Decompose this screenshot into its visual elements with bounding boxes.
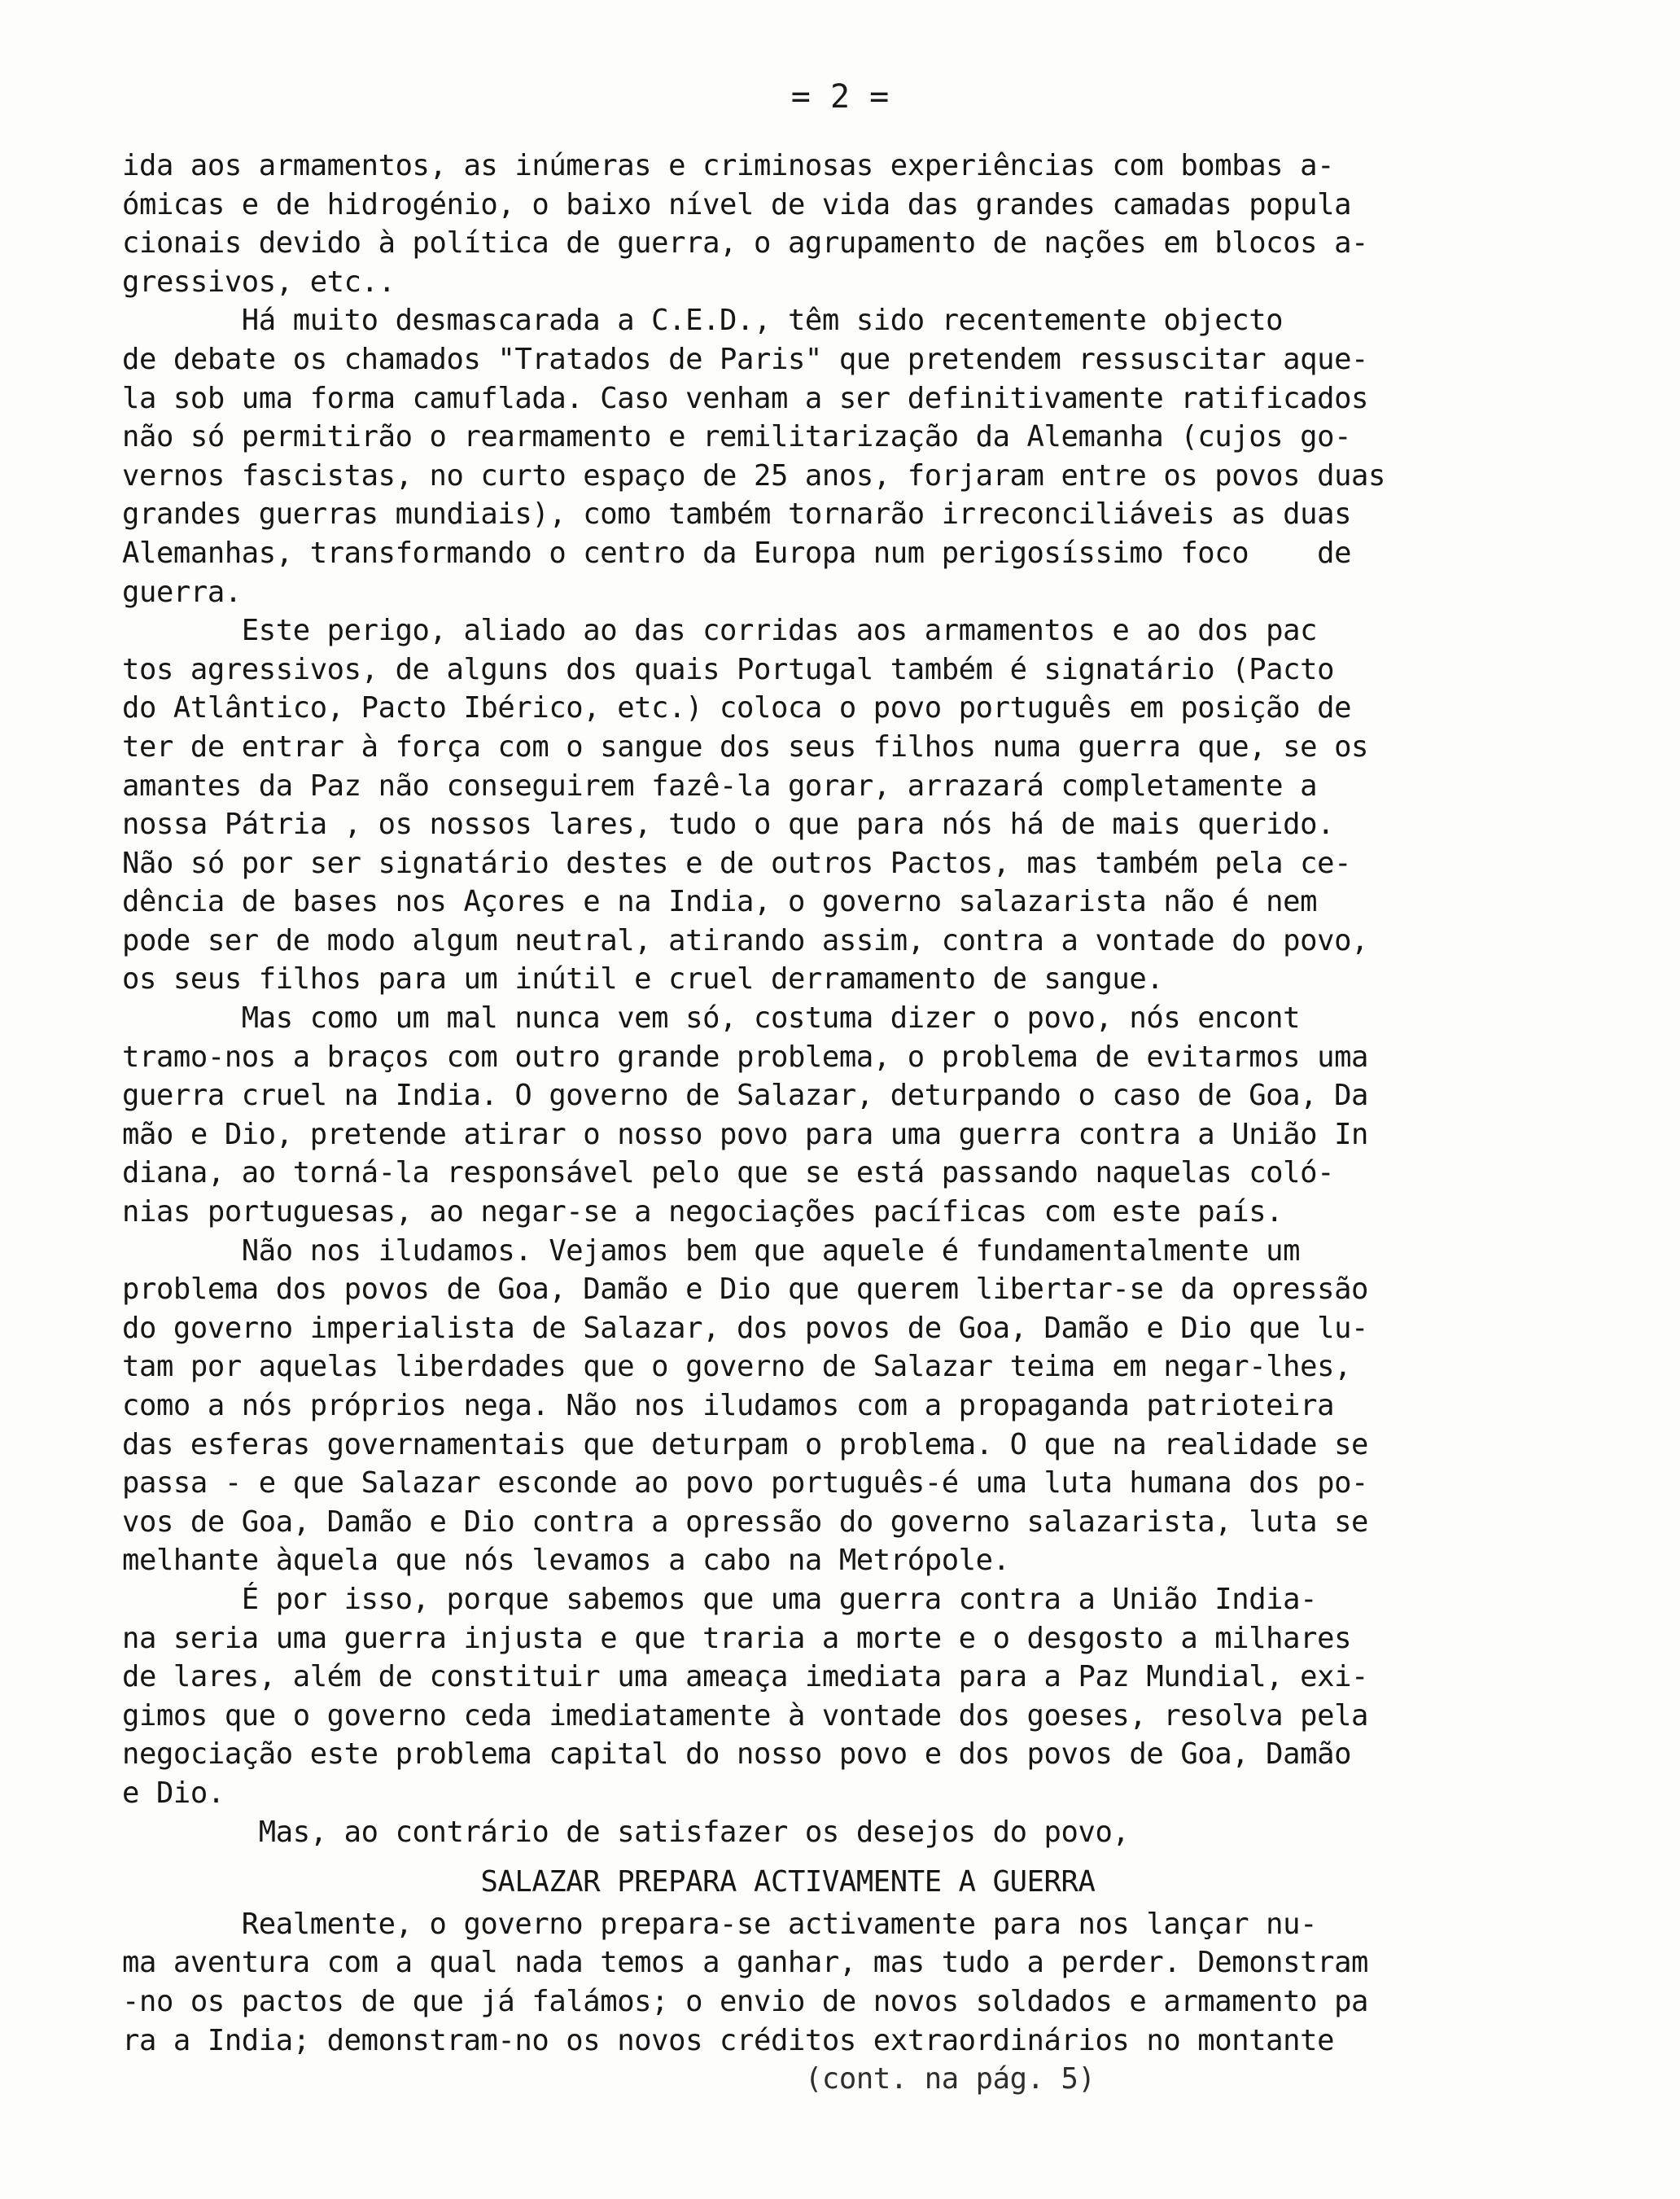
continuation-text: (cont. na pág. 5) [804,2062,1096,2096]
section-heading-text: SALAZAR PREPARA ACTIVAMENTE A GUERRA [480,1865,1096,1899]
text-line: tam por aquelas liberdades que o governo de Salazar teima em negar-lhes, [122,1350,1352,1384]
text-line: Mas, ao contrário de satisfazer os desejos do povo, [122,1815,1130,1849]
text-line: Alemanhas, transformando o centro da Europa num perigosíssimo foco de [122,536,1352,570]
text-line: ida aos armamentos, as inúmeras e criminosas experiências com bombas a- [122,149,1335,182]
text-line: diana, ao torná-la responsável pelo que se está passando naquelas coló- [122,1156,1335,1190]
text-line: Mas como um mal nunca vem só, costuma dizer o povo, nós encont [122,1001,1301,1036]
text-line: pode ser de modo algum neutral, atirando assim, contra a vontade do povo, [122,923,1369,957]
text-line: do governo imperialista de Salazar, dos povos de Goa, Damão e Dio que lu- [122,1311,1369,1345]
text-line: mão e Dio, pretende atirar o nosso povo para uma guerra contra a União In [122,1117,1369,1151]
text-line: Não só por ser signatário destes e de outros Pactos, mas também pela ce- [122,846,1352,880]
text-line: ter de entrar à força com o sangue dos seus filhos numa guerra que, se os [122,729,1369,764]
text-line: nias portuguesas, ao negar-se a negociações pacíficas com este país. [122,1195,1284,1229]
text-line: de lares, além de constituir uma ameaça imediata para a Paz Mundial, exi- [122,1660,1369,1694]
text-line: la sob uma forma camuflada. Caso venham a ser definitivamente ratificados [122,381,1369,415]
text-line: nossa Pátria , os nossos lares, tudo o que para nós há de mais querido. [122,808,1335,842]
text-line: gimos que o governo ceda imediatamente à vontade dos goeses, resolva pela [122,1698,1369,1732]
body-text [122,147,1587,2099]
text-line: cionais devido à política de guerra, o agrupamento de nações em blocos a- [122,226,1369,261]
text-line: guerra cruel na India. O governo de Salazar, deturpando o caso de Goa, Da [122,1079,1369,1113]
text-line: Este perigo, aliado ao das corridas aos armamentos e ao dos pac [122,614,1318,648]
text-line: ra a India; demonstram-no os novos créditos extraordinários no montante [122,2023,1335,2057]
text-line: das esferas governamentais que deturpam o problema. O que na realidade se [122,1427,1369,1461]
continuation-note [122,2060,1587,2099]
text-line: Realmente, o governo prepara-se activamente para nos lançar nu- [122,1907,1318,1941]
text-line: gressivos, etc.. [122,265,396,299]
text-line: melhante àquela que nós levamos a cabo na Metrópole. [122,1544,1010,1578]
text-line: na seria uma guerra injusta e que traria a morte e o desgosto a milhares [122,1621,1352,1655]
page-number: = 2 = [790,78,890,116]
text-line: tos agressivos, de alguns dos quais Portugal também é signatário (Pacto [122,652,1335,686]
text-line: guerra. [122,575,242,609]
section-heading [122,1863,1587,1902]
text-line: de debate os chamados "Tratados de Paris" que pretendem ressuscitar aque- [122,342,1369,376]
text-line: vos de Goa, Damão e Dio contra a opressão do governo salazarista, luta se [122,1505,1369,1539]
text-line: problema dos povos de Goa, Damão e Dio que querem libertar-se da opressão [122,1273,1369,1307]
text-line: os seus filhos para um inútil e cruel derramamento de sangue. [122,962,1164,997]
text-line: Não nos iludamos. Vejamos bem que aquele é fundamentalmente um [122,1233,1301,1268]
text-line: -no os pactos de que já falámos; o envio de novos soldados e armamento pa [122,1984,1369,2018]
text-line: do Atlântico, Pacto Ibérico, etc.) coloca o povo português em posição de [122,691,1352,725]
text-line: grandes guerras mundiais), como também tornarão irreconciliáveis as duas [122,497,1352,532]
text-line: ma aventura com a qual nada temos a ganhar, mas tudo a perder. Demonstram [122,1946,1369,1980]
text-line: ómicas e de hidrogénio, o baixo nível de vida das grandes camadas popula [122,187,1352,221]
text-line: vernos fascistas, no curto espaço de 25 anos, forjaram entre os povos duas [122,458,1385,493]
text-line: tramo-nos a braços com outro grande problema, o problema de evitarmos uma [122,1040,1369,1074]
text-line: Há muito desmascarada a C.E.D., têm sido recentemente objecto [122,304,1284,338]
text-line: É por isso, porque sabemos que uma guerra contra a União India- [122,1582,1318,1616]
text-line: e Dio. [122,1776,225,1810]
text-line: negociação este problema capital do nosso povo e dos povos de Goa, Damão [122,1737,1352,1772]
text-line: não só permitirão o rearmamento e remilitarização da Alemanha (cujos go- [122,420,1352,454]
text-line: passa - e que Salazar esconde ao povo português-é uma luta humana dos po- [122,1466,1369,1500]
text-line: como a nós próprios nega. Não nos iludamos com a propaganda patrioteira [122,1389,1335,1422]
text-line: amantes da Paz não conseguirem fazê-la gorar, arrazará completamente a [122,769,1318,803]
text-line: dência de bases nos Açores e na India, o governo salazarista não é nem [122,885,1318,919]
